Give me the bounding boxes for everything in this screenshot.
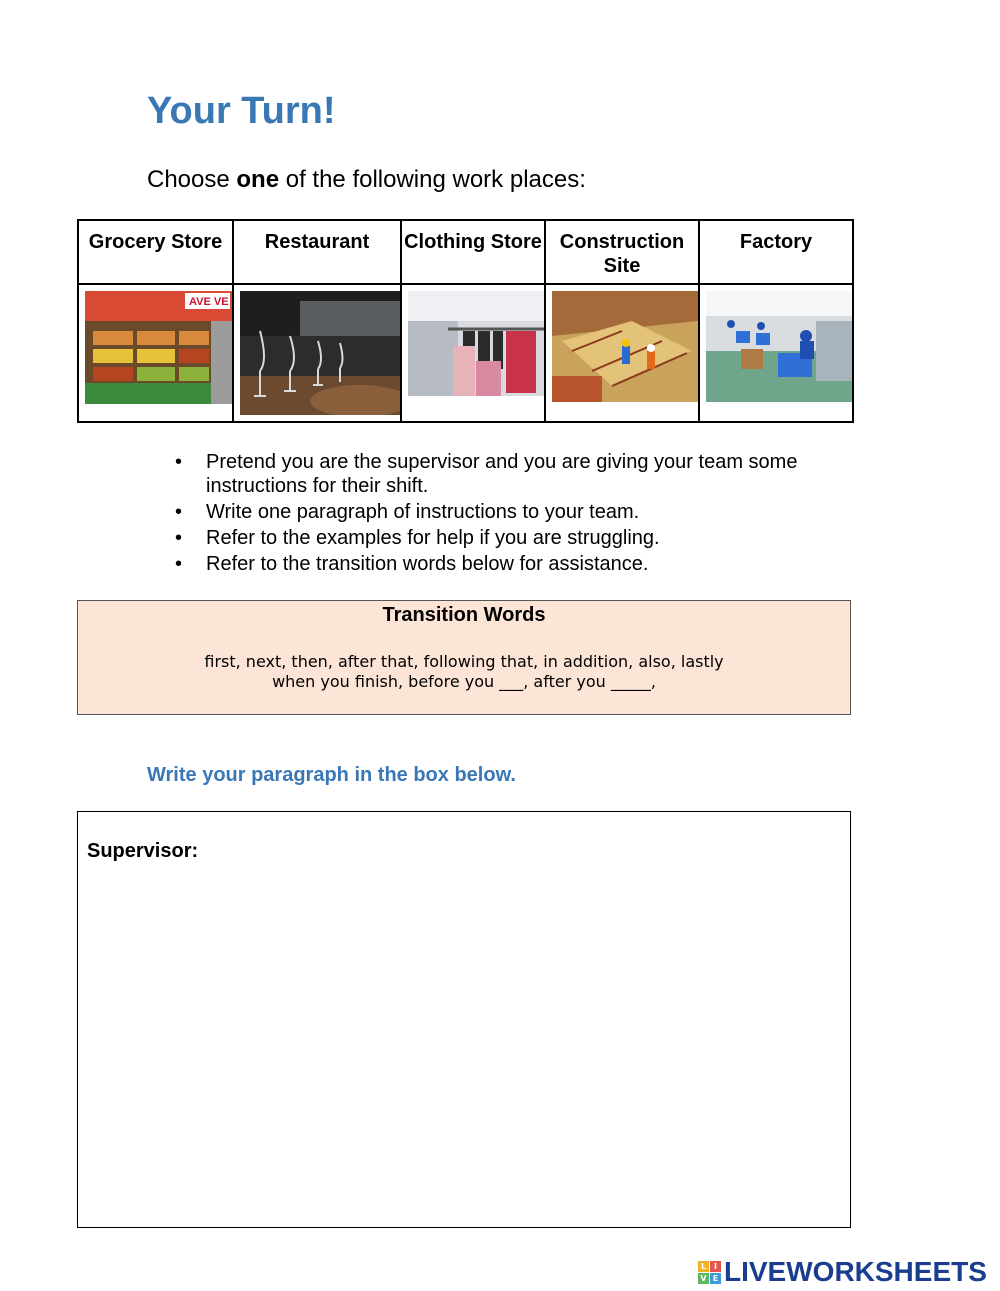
instruction-list (175, 450, 855, 578)
liveworksheets-logo (698, 1256, 987, 1288)
transition-words-box (77, 600, 851, 715)
logo-square: E (710, 1273, 721, 1284)
paragraph-input[interactable] (86, 872, 842, 1219)
workplace-table (77, 219, 854, 423)
logo-text: LIVEWORKSHEETS (724, 1256, 987, 1287)
clothing-store-photo (408, 291, 544, 396)
grocery-store-photo (85, 291, 232, 404)
list-item: • Write one paragraph of instructions to your team. (175, 500, 855, 524)
transition-words-list: first, next, then, after that, following that, in addition, also, lastly when you finish, before you ___, after you _____, (204, 652, 724, 691)
list-item: • Refer to the transition words below for assistance. (175, 552, 855, 576)
workplace-label-restaurant: Restaurant (233, 220, 401, 284)
workplace-label-grocery: Grocery Store (78, 220, 233, 284)
workplace-label-construction: Construction Site (545, 220, 699, 284)
paragraph-prompt: Write your paragraph in the box below. (147, 764, 516, 786)
construction-site-photo (552, 291, 698, 402)
answer-box (77, 811, 851, 1228)
list-item: • Pretend you are the supervisor and you are giving your team some instructions for their shift. (175, 450, 855, 498)
logo-icon (698, 1261, 721, 1284)
factory-photo (706, 291, 852, 402)
restaurant-photo (240, 291, 400, 415)
logo-square: L (698, 1261, 709, 1272)
transition-words-heading: Transition Words (382, 604, 546, 626)
logo-square: V (698, 1273, 709, 1284)
workplace-label-factory: Factory (699, 220, 853, 284)
page-title: Your Turn! (147, 90, 336, 132)
svg-text:AVE VE: AVE VE (189, 296, 229, 308)
supervisor-label: Supervisor: (87, 840, 199, 862)
logo-square: I (710, 1261, 721, 1272)
intro-text: Choose one of the following work places: (147, 166, 586, 193)
list-item: • Refer to the examples for help if you are struggling. (175, 526, 855, 550)
workplace-label-clothing: Clothing Store (401, 220, 545, 284)
